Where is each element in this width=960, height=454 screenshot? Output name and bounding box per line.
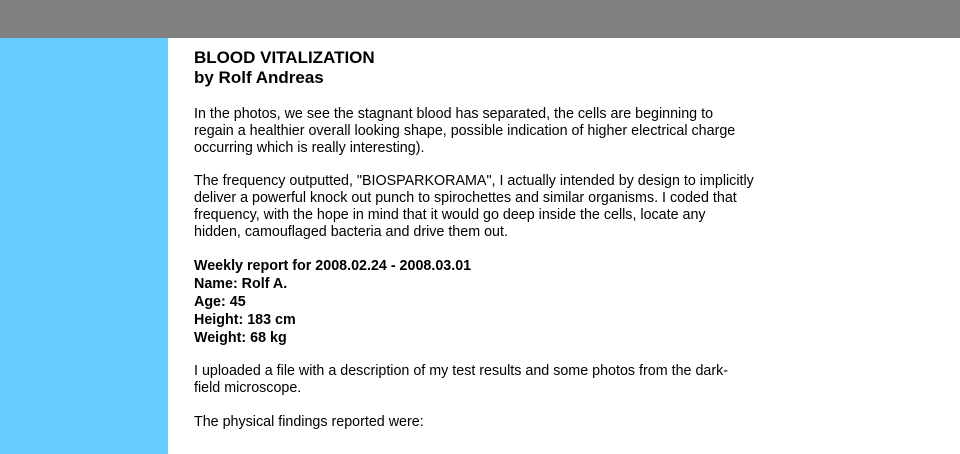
report-age: Age: 45: [194, 294, 246, 310]
report-weight: Weight: 68 kg: [194, 330, 287, 346]
report-height: Height: 183 cm: [194, 312, 296, 328]
paragraph-physical-findings: The physical findings reported were:: [194, 414, 424, 430]
paragraph-uploaded-file: I uploaded a file with a description of my test results and some photos from the dark-field microscope.: [194, 363, 729, 396]
article-content: [194, 38, 754, 431]
top-bar: [0, 0, 960, 38]
report-heading: Weekly report for 2008.02.24 - 2008.03.01: [194, 258, 472, 274]
article-author: by Rolf Andreas: [194, 68, 324, 87]
weekly-report: [194, 257, 754, 347]
article-title: BLOOD VITALIZATION: [194, 48, 375, 67]
left-sidebar: [0, 38, 168, 454]
paragraph-frequency: The frequency outputted, "BIOSPARKORAMA", I actually intended by design to implicitly deliver a powerful knock out punch to spirochettes and similar organisms. I coded that frequency, with the hope in mind that it would go deep inside the cells, locate any hidden, camouflaged bacteria and drive them out.: [194, 173, 754, 240]
report-name: Name: Rolf A.: [194, 276, 288, 292]
paragraph-blood-photos: In the photos, we see the stagnant blood has separated, the cells are beginning to regain a healthier overall looking shape, possible indication of higher electrical charge occurring which is really interesting).: [194, 106, 736, 156]
